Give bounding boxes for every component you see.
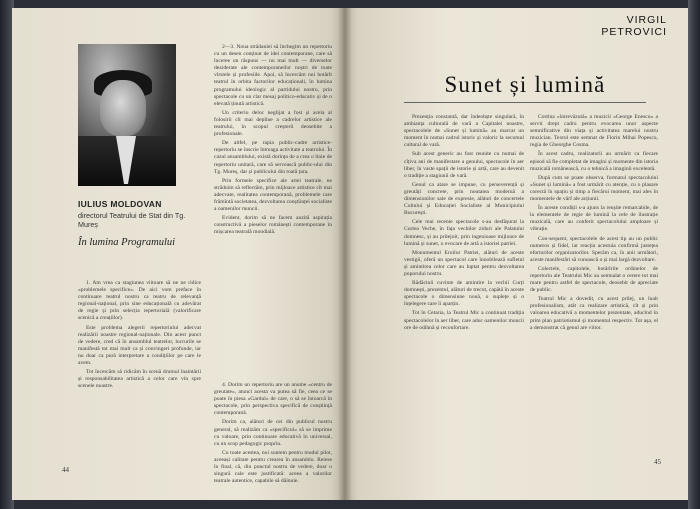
- right-col1-paragraph: Sub acest generic au fost reunite cu numai de cîțiva ani de manifestare a genului, spectacole în aer liber, în vaste spații de istorie și artă, care au devenit o tradiție a stagiunii de vară.: [404, 151, 524, 179]
- person-name: IULIUS MOLDOVAN: [78, 199, 162, 209]
- section-title: În lumina Programului: [78, 237, 176, 248]
- right-col2-paragraph: Colectele, capitolele, hotărîrile ordinelor de repertoriu ale Teatrului Mic au semnalat o cerere tot mai mare pentru astfel de spectacole, deosebit de apreciate de public.: [530, 265, 658, 294]
- portrait-face: [100, 80, 146, 136]
- left-top-right-paragraph: Evident, dorim să ne facem auzită aspirația constructivă a pieselor românești contemporane în mișcarea teatrală mondială.: [214, 215, 332, 236]
- author-name: VIRGIL PETROVICI: [601, 14, 667, 38]
- article-title: Sunet și lumină: [444, 72, 606, 97]
- right-col1-paragraph: Genul ca atare se impune, cu perseverență și greutăți concrete, prin noutatea modernă a dimensiunilor sale de expresie, alături de concertele Cultului și Educației Socialiste al Municipiului București.: [404, 181, 524, 217]
- left-bottom-left-paragraph: 1. Am vrea ca stagiunea viitoare să ne ne ridice «problemele specifice». De aici vom preface în continuare teatrul nostru ca teatru de relevanță regional-național, prin sine educațională cu adevărat de regie și prin selecția repertorială (valorificare scenică a creațiilor).: [78, 280, 201, 322]
- left-top-right-paragraph: Prin formele specifice ale artei teatrale, ne străduim să reflectăm, prin mijloace artistice cît mai adecvate, realitatea contemporană, problemele care frămîntă societatea, dezvoltarea conștiinței socialiste a oamenilor muncii.: [214, 177, 332, 213]
- portrait-photo: [78, 44, 176, 184]
- left-top-right-paragraph: De altfel, pe rapia public-cadre artistice-repertoriu se înscrie întreaga activitate a teatrului. În cazul ansamblului, există dorința de a crea o linie de repertoriu unitară, care să servească public-ului din Tg. Mureș, dar și publicului din toată țara.: [214, 140, 332, 175]
- article-column-2: [530, 114, 658, 464]
- right-col2-paragraph: Con-sequent, spectacolele de acest tip au un public numeros și fidel, iar reacția acestuia confirmă justețea eforturilor organizatorilor. Sperăm ca, în anii următori, aceste manifestări să cunoască o și mai largă dezvoltare.: [530, 235, 658, 263]
- binding-right-edge: [688, 0, 700, 509]
- right-col2-paragraph: Teatrul Mic a dovedit, cu acest prilej, un înalt profesionalism, atât ca realizare artistică, cît și prin valoarea educativă a momentelor prezentate, aducînd în prim plan patriotismul și momentul respectiv. Tot așa, el a demonstrat că genul are viitor.: [530, 296, 658, 331]
- right-col1-paragraph: Rădăcinii cuvinte de amintire la vechii Curți domnești, prezentul, alături de trecut, capătă în aceste spectacole o dimensiune nouă, o suplețe și o înțelegere care îi aparțin.: [404, 280, 524, 308]
- article-column-1: [404, 114, 524, 464]
- article-column-bottom-left: [78, 280, 201, 464]
- person-role: directorul Teatrului de Stat din Tg. Mureș: [78, 211, 186, 229]
- article-column-top-right: [214, 44, 332, 378]
- right-col1-paragraph: Monumentul Eroilor Patriei, alături de aceste vestigii, oferă un spectacol care înnobilează sufletul și amintirea celor care au luptat pentru dezvoltarea poporului nostru.: [404, 249, 524, 277]
- right-col2-paragraph: În aceste condiții s-a ajuns la reușite remarcabile, de la elementele de regie de lumină la cele de ilustrație muzicală, care au conferit spectacolului amploare și vibrație.: [530, 205, 658, 233]
- left-bottom-right-paragraph: 4. Dorim un repertoriu are un anume «centru de greutate», atunci acesta va putea să fie, ceea ce se poate în piesa «Gardul» de care, o să se întoarcă în spectacole, prin perspectiva specifică de conștiință contemporană.: [214, 382, 332, 417]
- right-col1-paragraph: Tot în Cetaria, la Teatrul Mic a continuat tradiția spectacolelor în aer liber, care aduc oamenilor muncii ore de odihnă și reconfortare.: [404, 310, 524, 331]
- right-col1-paragraph: Cele mai recente spectacole s-au desfășurat la Curtea Veche, în fața vechilor ziduri ale Palatului domnesc, și au prilejuit, prin ingenioase mijloace de lumină și sunet, o evocare de artă a istoriei patriei.: [404, 219, 524, 247]
- left-bottom-left-paragraph: Este problema alegerii repertoriului adecvat realizării noastre regional-naționale. Din acest punct de vedere, cred că în ansamblul teatrelor, lucrurile se manifestă tot mai mult ca și convingeri profunde, iar nu doar ca pură interpretare a condițiilor pe care le avem.: [78, 324, 201, 367]
- right-col2-paragraph: În acest cadru, realizatorii au urmărit ca fiecare episod să fie completat de imagini și momente din istoria muzicală românească, cu o tehnică a imaginii excelentă.: [530, 151, 658, 172]
- page-number-right: 45: [654, 458, 661, 466]
- left-bottom-left-paragraph: Tot încercăm să ridicăm în scenă drumul înaintării și responsabilitatea artistică a celor care vin spre scenele noastre.: [78, 369, 201, 390]
- page-number-left: 44: [62, 466, 69, 474]
- left-top-right-paragraph: 2—3. Noua strădaniei să închegim un repertoriu cu un desen conținut de idei contemporane, care să înceree un răspuns — nu mai mult — diverselor deziderate ale contemporaneilor noștri de toate vîrstele și profesiile. Apoi, să încercăm noi hotărît teatrul în orbita factorilor educaționali, în lumina programului ideologic al partidului nostru, prin spectacole cu un clar mesaj politico-educativ și de o elevată ținută artistică.: [214, 44, 332, 107]
- left-bottom-right-paragraph: Dorim ca, alături de cei din publicul nostru general, să realizăm ca «specificul» să se imprime cu valoare, prin continuare educativă în universal, cu un scop pedagogic propriu.: [214, 419, 332, 447]
- left-bottom-right-paragraph: Cu toate acestea, noi suntem pentru modul pilot, aceeași calitate pentru crearea în ansamblu. Reiese în final, că, din punctul nostru de vedere, doar o singură cale este justificată: aceea a valorilor teatrale autentice, capabile să dăinuie.: [214, 449, 332, 485]
- article-column-bottom-right: [214, 382, 332, 485]
- book-gutter: [338, 8, 352, 500]
- left-top-right-paragraph: Un criteriu deloc neglijat a fost și acela al folosirii cît mai depline a cadrelor artistice ale teatrului, în scopul creșterii deosebite a profesionale.: [214, 109, 332, 138]
- right-col2-paragraph: Cortina «întrevăzută» a muzicii «George Enescu» a servit drept cadru pentru evocarea unor aspecte semnificative din viața și activitatea marelui nostru muzician. Textul este semnat de Florin Mihai Popescu, regia de Gheorghe Cosma.: [530, 114, 658, 149]
- right-col1-paragraph: Prezenția constantă, dar îndeobște singulară, în ambianța culturală de vară a Capitalei noastre, spectacolele de «Sunet și lumină» au marcat un moment în numai cadrul istoric și valoric la secomul cultural de vară.: [404, 114, 524, 149]
- title-rule: [404, 102, 646, 103]
- right-col2-paragraph: După cum se poate observa, formatul spectacolului «Sunet și lumină» a fost urmărit cu atenție, cu o plasare corectă în spațiu și timp a fiecărui moment, mai ales în momentele de vârf ale acțiunii.: [530, 174, 658, 203]
